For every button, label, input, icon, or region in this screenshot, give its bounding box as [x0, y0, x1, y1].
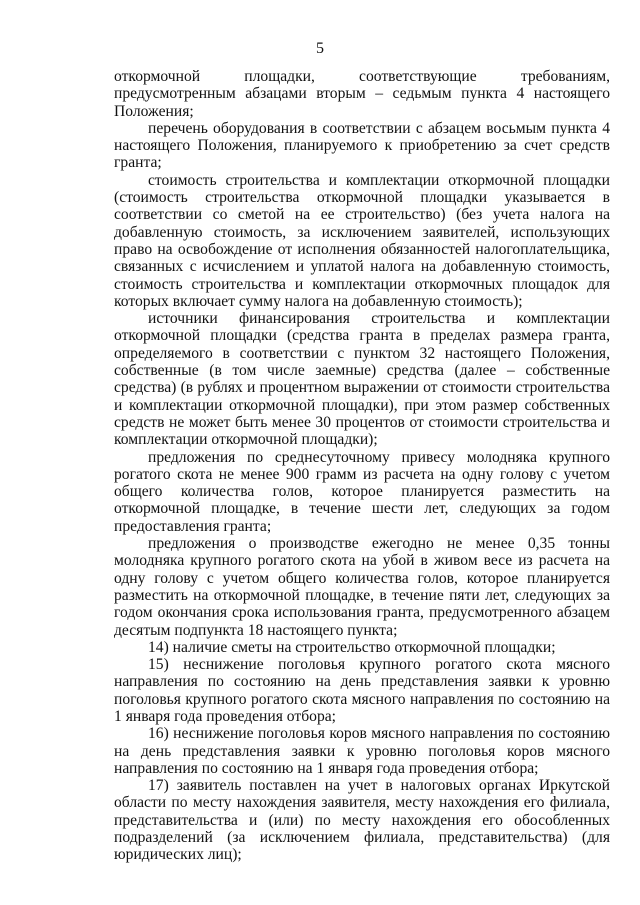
paragraph-continuation: откормочной площадки, соответствующие требованиям, предусмотренным абзацами вторым – седьмым пункта 4 настоящего Положения;	[114, 68, 610, 120]
paragraph-equipment-list: перечень оборудования в соответствии с абзацем восьмым пункта 4 настоящего Положения, планируемого к приобретению за счет средств гранта;	[114, 119, 610, 172]
page-number: 5	[316, 40, 324, 57]
document-body	[114, 68, 610, 864]
paragraph-construction-cost: стоимость строительства и комплектации откормочной площадки (стоимость строительства откормочной площадки указывается в соответствии со сметой на ее строительство) (без учета налога на добавленную стоимость, за исключением заявителей, использующих право на освобождение от исполнения обязанностей налогоплательщика, связанных с исчислением и уплатой налога на добавленную стоимость, стоимость строительства и комплектации откормочных площадок для которых включает сумму налога на добавленную стоимость);	[114, 171, 610, 310]
paragraph-funding-sources: источники финансирования строительства и комплектации откормочной площадки (средства гранта в пределах размера гранта, определяемого в соответствии с пунктом 32 настоящего Положения, собственные (в том числе заемные) средства (далее – собственные средства) (в рублях и процентном выражении от стоимости строительства и комплектации откормочной площадки), при этом размер собственных средств не может быть менее 30 процентов от стоимости строительства и комплектации откормочной площадки);	[114, 310, 610, 449]
paragraph-item-15: 15) неснижение поголовья крупного рогатого скота мясного направления по состоянию на день представления заявки к уровню поголовья крупного рогатого скота мясного направления по состоянию на 1 января года проведения отбора;	[114, 656, 610, 725]
paragraph-production-proposals: предложения о производстве ежегодно не менее 0,35 тонны молодняка крупного рогатого скота на убой в живом весе из расчета на одну голову с учетом общего количества голов, которое планируется разместить на откормочной площадке, в течение пяти лет, следующих за годом окончания срока использования гранта, предусмотренного абзацем десятым подпункта 18 настоящего пункта;	[114, 535, 610, 639]
paragraph-weight-gain-proposals: предложения по среднесуточному привесу молодняка крупного рогатого скота не менее 900 грамм из расчета на одну голову с учетом общего количества голов, которое планируется разместить на откормочной площадке, в течение шести лет, следующих за годом предоставления гранта;	[114, 448, 610, 535]
paragraph-item-14: 14) наличие сметы на строительство откормочной площадки;	[148, 638, 556, 656]
paragraph-item-16: 16) неснижение поголовья коров мясного направления по состоянию на день представления заявки к уровню поголовья коров мясного направления по состоянию на 1 января года проведения отбора;	[114, 725, 610, 777]
paragraph-item-17: 17) заявитель поставлен на учет в налоговых органах Иркутской области по месту нахождения заявителя, месту нахождения его филиала, представительства и (или) по месту нахождения его обособленных подразделений (за исключением филиала, представительства) (для юридических лиц);	[114, 777, 610, 864]
